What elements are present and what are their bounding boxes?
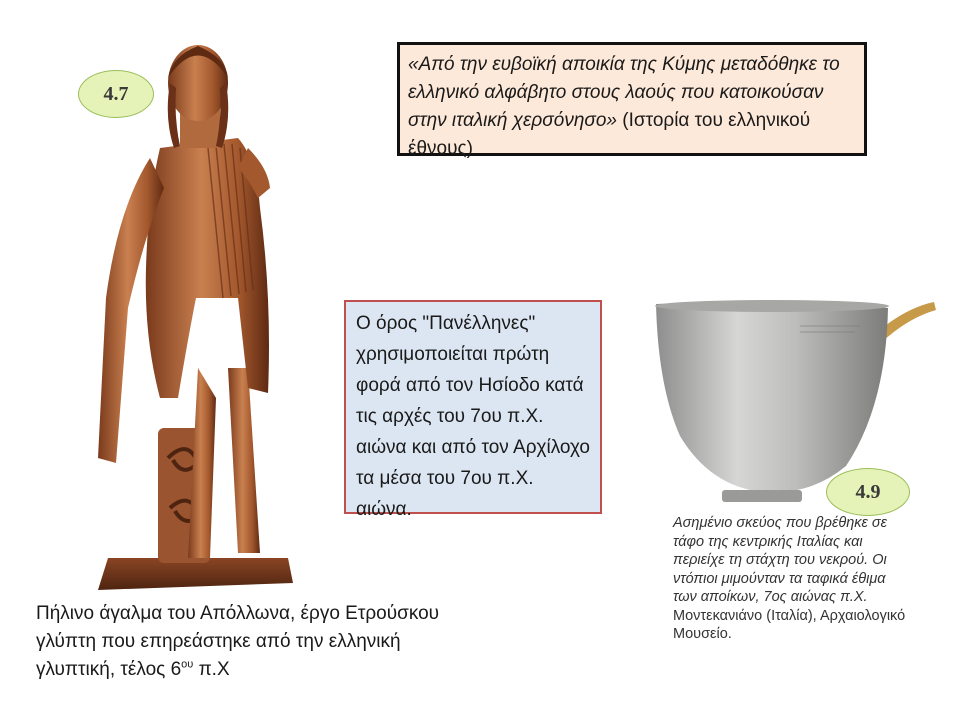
statue-caption-text: Πήλινο άγαλμα του Απόλλωνα, έργο Ετρούσκου γλύπτη που επηρεάστηκε από την ελληνική γλυπτική, τέλος 6 (36, 603, 440, 680)
vessel-caption-location: Μοντεκανιάνο (Ιταλία), Αρχαιολογικό Μουσείο. (673, 607, 906, 642)
quote-source: (Ιστορία του ελληνικού έθνους) (408, 110, 811, 159)
vessel-caption (673, 514, 913, 644)
vessel-caption-description: Ασημένιο σκεύος που βρέθηκε σε τάφο της κεντρικής Ιταλίας και περιείχε τη στάχτη του νεκρού. Οι ντόπιοι μιμούνταν τα ταφικά έθιμα των αποίκων, 7ος αιώνας π.Χ. (673, 515, 888, 605)
apollo-statue-image (88, 38, 308, 598)
statue-caption-superscript: ου (181, 658, 194, 671)
info-box-text: Ο όρος "Πανέλληνες" χρησιμοποιείται πρώτη φορά από τον Ησίοδο κατά τις αρχές του 7ου π.Χ. αιώνα και από τον Αρχίλοχο τα μέσα του 7ου π.Χ. αιώνα. (356, 313, 591, 520)
statue-caption-end: π.Χ (193, 659, 230, 680)
quote-text: «Από την ευβοϊκή αποικία της Κύμης μεταδόθηκε το ελληνικό αλφάβητο στους λαούς που κατοικούσαν στην ιταλική χερσόνησο» (408, 54, 840, 131)
panhellenes-info-box (344, 300, 602, 520)
figure-number-badge-4-7: 4.7 (78, 70, 154, 118)
quote-box (397, 42, 867, 159)
figure-number-badge-4-9: 4.9 (826, 468, 910, 516)
statue-caption (36, 600, 476, 684)
